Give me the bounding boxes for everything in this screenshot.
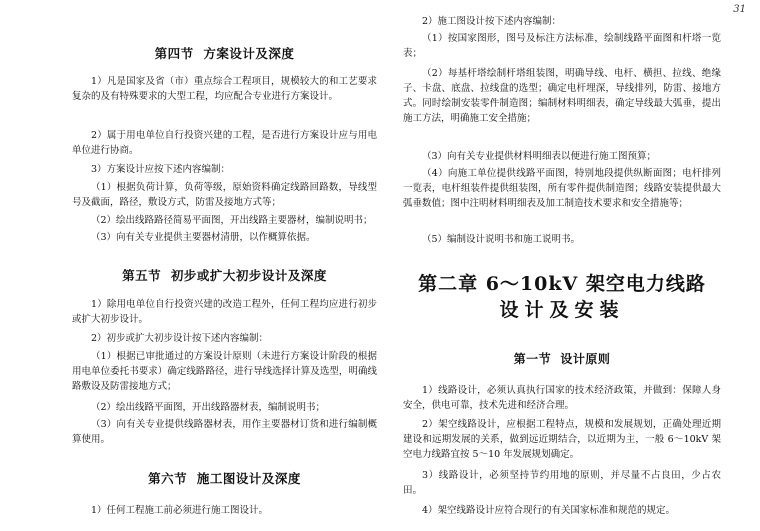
section-5-para-2: 2）初步或扩大初步设计按下述内容编制： xyxy=(91,333,269,344)
section-5-para-1: 1）除用电单位自行投资兴建的改造工程外，任何工程均应进行初步或扩大初步设计。 xyxy=(72,299,377,325)
section-4-para-5: （2）绘出线路路径简易平面图，开出线路主要器材，编制说明书； xyxy=(91,215,373,226)
section-5-para-4: （2）绘出线路平面图，开出线路器材表，编制说明书； xyxy=(91,402,326,413)
section-4-para-6: （3）向有关专业提供主要器材清册，以作概算依据。 xyxy=(91,232,316,243)
construction-para-4: （3）向有关专业提供材料明细表以便进行施工图预算； xyxy=(422,151,657,162)
section-5-title: 第五节 初步或扩大初步设计及深度 xyxy=(122,268,327,283)
section-4-para-1: 1）凡是国家及省（市）重点综合工程项目，规模较大的和工艺要求复杂的及有特殊要求的大型工程，均应配合专业进行方案设计。 xyxy=(72,76,377,102)
section-5-para-5: （3）向有关专业提供线路器材表，用作主要器材订货和进行编制概算使用。 xyxy=(72,419,377,445)
chapter-title-line-1: 第二章 6～10kV 架空电力线路 xyxy=(418,273,706,295)
section-4-para-2: 2）属于用电单位自行投资兴建的工程，是否进行方案设计应与用电单位进行协商。 xyxy=(72,130,377,156)
chapter-title-line-2: 设计及安装 xyxy=(499,299,625,321)
section-4-title: 第四节 方案设计及深度 xyxy=(154,46,295,61)
section-6-title: 第六节 施工图设计及深度 xyxy=(148,471,301,486)
section-1-para-3: 3）线路设计，必须坚持节约用地的原则，并尽量不占良田，少占农田。 xyxy=(403,470,721,496)
construction-para-1: 2）施工图设计按下述内容编制： xyxy=(422,16,562,27)
construction-para-3: （2）每基杆塔绘制杆塔组装图，明确导线、电杆、横担、拉线、绝缘子、卡盘、底盘、拉线盘的选型；确定电杆埋深，导线排列，防雷、接地方式。同时绘制安装零件制造图；编制材料明细表，确定导线最大弧垂，提出施工方法，明确施工安全措施； xyxy=(403,68,721,124)
construction-para-5: （4）向施工单位提供线路平面图，特别地段提供纵断面图；电杆排列一览表，电杆组装件提供组装图，所有零件提供制造图；线路安装提供最大弧垂数值；图中注明材料明细表及加工制造技术要求和安全措施等； xyxy=(403,168,721,209)
section-1-para-1: 1）线路设计，必须认真执行国家的技术经济政策，并做到：保障人身安全，供电可靠，技术先进和经济合理。 xyxy=(403,385,721,411)
section-4-para-4: （1）根据负荷计算，负荷等级，原始资料确定线路回路数，导线型号及截面，路径，敷设方式，防雷及接地方式等； xyxy=(72,182,377,208)
section-5-para-3: （1）根据已审批通过的方案设计原则（未进行方案设计阶段的根据用电单位委托书要求）确定线路路径，进行导线选择计算及选型，明确线路敷设及防雷接地方式； xyxy=(72,351,377,392)
section-4-para-3: 3）方案设计应按下述内容编制： xyxy=(91,164,231,175)
section-1-title: 第一节 设计原则 xyxy=(513,352,611,366)
page-number: 31 xyxy=(733,4,746,15)
construction-para-6: （5）编制设计说明书和施工说明书。 xyxy=(422,234,581,245)
chapter-title xyxy=(403,271,721,323)
section-6-para-1: 1）任何工程施工前必须进行施工图设计。 xyxy=(91,505,269,516)
section-1-para-2: 2）架空线路设计，应根据工程特点，规模和发展规划，正确处理近期建设和远期发展的关系，做到远近期结合，以近期为主，一般 6～10kV 架空电力线路宜按 5～10 年发展规划确定。 xyxy=(403,419,721,460)
construction-para-2: （1）按国家图形，图号及标注方法标准，绘制线路平面图和杆塔一览表； xyxy=(403,33,721,59)
section-1-para-4: 4）架空线路设计应符合现行的有关国家标准和规范的规定。 xyxy=(422,505,676,516)
